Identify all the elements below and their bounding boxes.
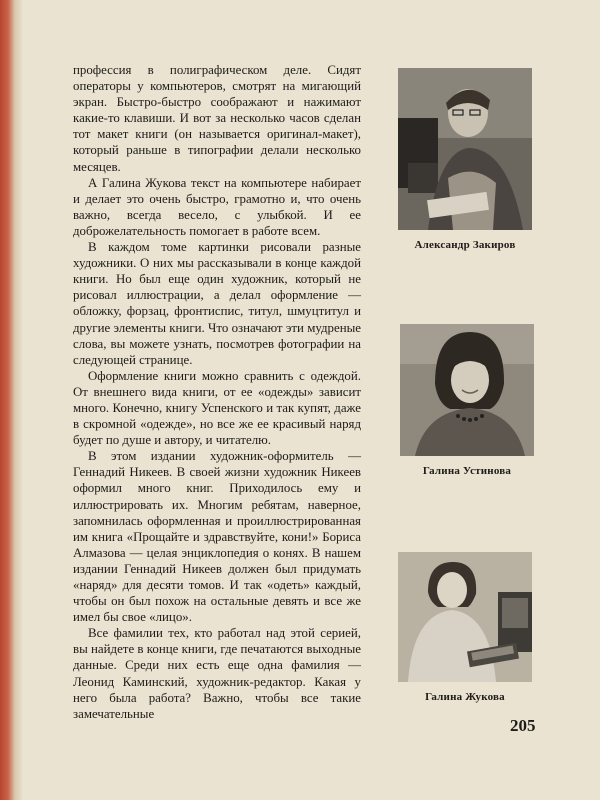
photo-galina-ustinova bbox=[400, 324, 534, 456]
paragraph: А Галина Жукова текст на компьютере набирает и делает это очень быстро, грамотно и, что очень важно, всегда весело, с улыбкой. И ее доброжелательность помогает в работе всем. bbox=[73, 175, 361, 238]
book-spine-edge bbox=[0, 0, 22, 800]
paragraph: В каждом томе картинки рисовали разные художники. О них мы рассказывали в конце каждой книги. Но был еще один художник, который не рисовал иллюстрации, а делал оформление — обложку, форзац, фронтиспис, титул, шмуцтитул и другие элементы книги. Что означают эти мудреные слова, вы можете узнать, посмотрев фотографии на следующей странице. bbox=[73, 240, 361, 367]
portrait-photo-icon bbox=[398, 552, 532, 682]
photo-alexander-zakirov bbox=[398, 68, 532, 230]
photo-caption: Александр Закиров bbox=[414, 239, 516, 251]
paragraph: Оформление книги можно сравнить с одеждой. От внешнего вида книги, от ее «одежды» зависит много. Конечно, книгу Успенского и так купят, даже в скромной «одежде», но все же ее красивый наряд будет по душе и автору, и читателю. bbox=[73, 368, 361, 448]
body-text-column bbox=[73, 62, 361, 722]
portrait-photo-icon bbox=[400, 324, 534, 456]
paragraph: В этом издании художник-оформитель — Геннадий Никеев. В своей жизни художник Никеев оформил много книг. Приходилось ему и иллюстрировать их. Многим ребятам, наверное, запомнилась оформленная и проиллюстрированная им книга «Прощайте и здравствуйте, кони!» Бориса Алмазова — целая энциклопедия о конях. В нашем издании Геннадий Никеев должен был придумать «наряд» для десяти томов. И так «одеть» каждый, чтобы он был похож на остальные девять и все же имел бы свое «лицо». bbox=[73, 449, 361, 625]
photo-caption: Галина Жукова bbox=[425, 691, 505, 703]
photo-caption: Галина Устинова bbox=[422, 465, 512, 477]
paragraph: профессия в полиграфическом деле. Сидят операторы у компьютеров, смотрят на мигающий экран. Быстро-быстро соображают и нажимают какие-то клавиши. И вот за несколько часов сделан тот макет книги (он называется оригинал-макет), который раньше в типографии делали несколько месяцев. bbox=[73, 63, 361, 174]
page-number: 205 bbox=[510, 716, 536, 735]
portrait-photo-icon bbox=[398, 68, 532, 230]
photo-galina-zhukova bbox=[398, 552, 532, 682]
paragraph: Все фамилии тех, кто работал над этой серией, вы найдете в конце книги, где печатаются выходные данные. Среди них есть еще одна фамилия — Леонид Каминский, художник-редактор. Какая у него была работа? Важно, чтобы все такие замечательные bbox=[73, 626, 361, 721]
